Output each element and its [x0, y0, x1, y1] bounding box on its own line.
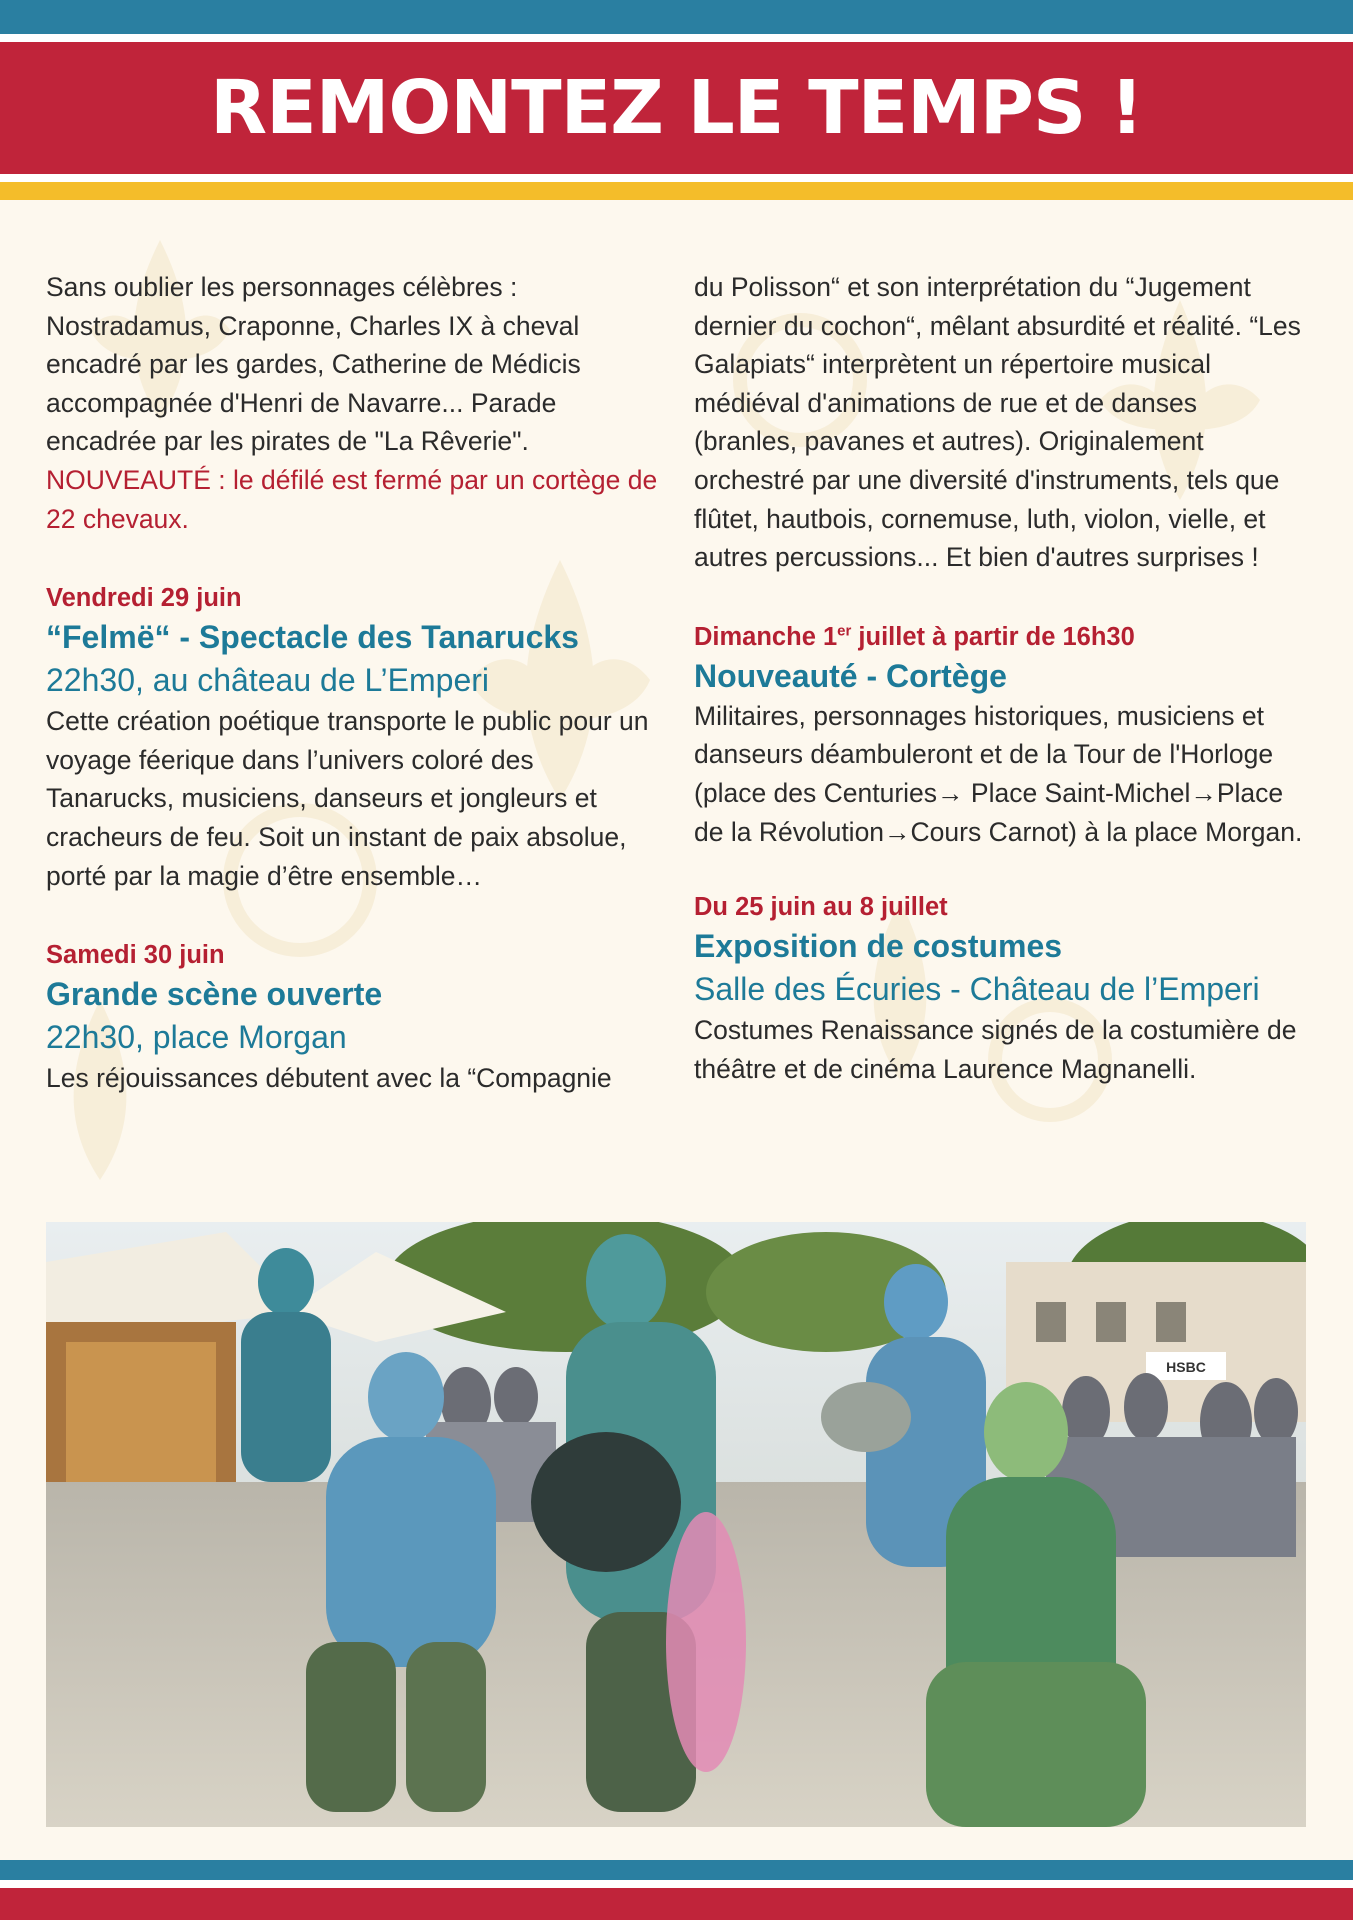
text-columns [46, 268, 1306, 1098]
intro-paragraph: Sans oublier les personnages célèbres : Nostradamus, Craponne, Charles IX à cheval encadré par les gardes, Catherine de Médicis accompagnée d'Henri de Navarre... Parade encadrée par les pirates de "La Rêverie". [46, 272, 581, 457]
top-white-stripe [0, 34, 1353, 42]
event-description: Costumes Renaissance signés de la costumière de théâtre et de cinéma Laurence Magnanelli. [694, 1015, 1297, 1084]
event-date-prefix: Dimanche 1 [694, 622, 838, 651]
title-banner [0, 42, 1353, 174]
yellow-stripe [0, 182, 1353, 200]
event-subtitle: Salle des Écuries - Château de l’Emperi [694, 971, 1260, 1008]
mid-white-stripe [0, 174, 1353, 182]
event-date-suffix: juillet à partir de 16h30 [851, 622, 1135, 651]
nouveaute-note: NOUVEAUTÉ : le défilé est fermé par un cortège de 22 chevaux. [46, 464, 658, 534]
event-description: Cette création poétique transporte le public pour un voyage féerique dans l’univers coloré des Tanarucks, musiciens, danseurs et jongleurs et cracheurs de feu. Soit un instant de paix absolue, porté par la magie d’être ensemble… [46, 706, 649, 891]
event-date: Du 25 juin au 8 juillet [694, 893, 948, 922]
event-cortege [694, 619, 1306, 851]
event-title: Nouveauté - Cortège [694, 657, 1007, 694]
event-date: Samedi 30 juin [46, 941, 225, 970]
left-column [46, 268, 662, 1098]
event-description: Les réjouissances débutent avec la “Compagnie [46, 1063, 612, 1094]
continuation-paragraph: du Polisson“ et son interprétation du “Jugement dernier du cochon“, mêlant absurdité et réalité. “Les Galapiats“ interprètent un répertoire musical médiéval d'animations de rue et de danses (branles, pavanes et autres). Originalement orchestré par une diversité d'instruments, tels que flûtet, hautbois, cornemuse, luth, violon, vielle, et autres percussions... Et bien d'autres surprises ! [694, 272, 1301, 573]
event-subtitle: 22h30, au château de L’Emperi [46, 662, 489, 699]
top-blue-stripe [0, 0, 1353, 34]
event-description: Militaires, personnages historiques, musiciens et danseurs déambuleront et de la Tour de l'Horloge (place des Centuries→ Place Saint-Michel→Place de la Révolution→Cours Carnot) à la place Morgan. [694, 700, 1303, 847]
event-title: “Felmë“ - Spectacle des Tanarucks [46, 619, 579, 656]
event-date-ordinal: er [837, 622, 852, 640]
event-date [694, 619, 1306, 655]
bottom-blue-stripe [0, 1860, 1353, 1880]
event-grande-scene [46, 937, 662, 1098]
event-title: Grande scène ouverte [46, 976, 383, 1013]
right-column [694, 268, 1306, 1098]
bottom-red-stripe [0, 1888, 1353, 1920]
event-title: Exposition de costumes [694, 928, 1063, 965]
event-photo [46, 1222, 1306, 1827]
event-subtitle: 22h30, place Morgan [46, 1019, 347, 1056]
bottom-white-stripe [0, 1880, 1353, 1888]
event-date: Vendredi 29 juin [46, 584, 242, 613]
event-felme [46, 580, 662, 895]
hsbc-sign: HSBC [1166, 1359, 1206, 1375]
page-title: REMONTEZ LE TEMPS ! [210, 65, 1143, 151]
event-exposition [694, 889, 1306, 1088]
